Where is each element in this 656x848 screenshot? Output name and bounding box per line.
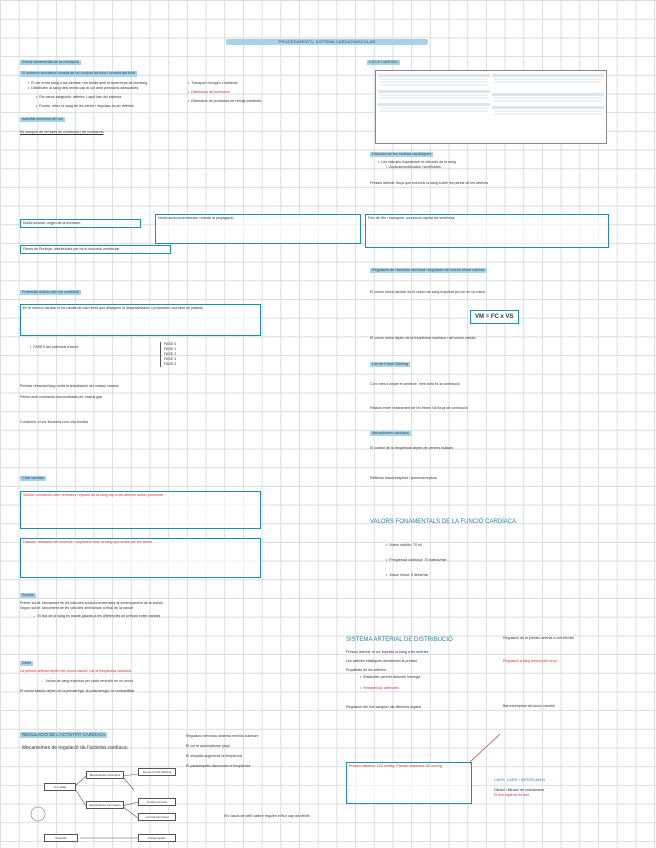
bullet-a-1: • Distribueix la sang dels teixits cap al cor amb pressions adequades	[28, 86, 180, 91]
formula-box: VM = FC x VS	[470, 310, 519, 324]
box-right-text: Pressió arterial: força que exerceix la sang sobre les parets de les artèries	[370, 181, 489, 185]
bullet-b-1: • Distribució de hormones	[188, 90, 330, 95]
bullet-a-3: • Funció: rebre la sang de les venes i impulsar-la per artèries	[36, 104, 180, 109]
p-llei: Com més s'omple el ventricle, més forta és la contracció	[370, 382, 460, 386]
valvules-section: Vàlvules de les cavitats cardíaques • Les vàlvules impedeixen el retrocés de la sang • Auriculoventriculars i semilunars	[370, 152, 630, 170]
p-formula2: El volum minut depèn de la freqüència cardíaca i del volum sistòlic	[370, 336, 476, 340]
bullet-b-2: • Eliminació de productes de rebuig metabòlic	[188, 99, 330, 104]
fase-4: FASE 4	[164, 362, 177, 367]
diag-parasimpatic: Parasimpàtic	[138, 834, 176, 842]
heading-debit: Dèbit	[22, 661, 31, 665]
regulacio-text: Regulació nerviosa: sistema nerviós autònom El cor té automatisme propi El simpàtic augmenta la freqüència El parasimpàtic disminueix la freqüència	[186, 734, 259, 769]
box-sistole: Sístole: contracció dels ventricles i ejecció de la sang cap a les artèries aorta i pulmonar	[20, 491, 261, 529]
heading-activitat: Activitat elèctrica del cor	[22, 116, 63, 121]
valor-0: • Volum sistòlic: 70 ml	[386, 543, 628, 548]
box-pressio: Pressió sistòlica: 120 mmHg. Pressió diastòlica: 80 mmHg	[346, 762, 472, 804]
heading-cicle-img: CICLE CARDÍAC	[369, 60, 399, 64]
footer-text: Els vasos de petit calibre regulen el flux cap als teixits	[224, 814, 310, 818]
heading-capil: CAPIL·LARS I INTERCANVI	[494, 777, 545, 782]
box-nodul-av: Nòdul auriculoventricular: retarda la propagació	[155, 214, 361, 244]
soroll-section: Sorolls Primer soroll: tancament de les vàlvules auriculoventriculars al començament de la sístole Segon soroll: tancament de les vàlvules semilunars al final de la sístole → El flux de la sang es manté gràcies a les diferències de pressió entre cavitats	[20, 593, 340, 619]
box-potencial: En el múscul cardíac hi ha canals de calci lents que allarguen la despolarització i produeixen una fase de plateau	[20, 304, 261, 336]
heading-cor: El sistema circulatori consta de un conjunt de tubs i bomba del fluid	[22, 71, 136, 76]
fase-0: FASE 0	[164, 342, 177, 346]
heading-regulacio-arterial: Regulació de l'activitat nerviosa i regulació del volum minut cardíac	[372, 268, 485, 272]
p-activitat: Es compon de cèl·lules de conducció i de contracció	[20, 130, 104, 135]
diag-frank-starling: Llei de Frank-Starling	[138, 768, 176, 776]
box-nodul-sinusal: Nòdul sinusal: origen de la excitació	[20, 219, 141, 228]
box-diastole: Diàstole: relaxació del ventricle i ompliment amb la sang que arriba per les venes	[20, 538, 261, 578]
fase-1: FASE 1	[164, 347, 177, 352]
diag-nervios: Control nerviós	[138, 798, 176, 806]
p-mecanismes: El control de la freqüència depèn de centres bulbars	[370, 446, 454, 450]
fase-lead: • FASES del potencial d'acció:	[22, 345, 162, 350]
capil-text: Difusió i filtració de substàncies El flux capil·lar és lent	[494, 788, 545, 798]
heading-cicle: Cicle cardíac	[22, 476, 44, 480]
debit-section: Dèbit La pressió arterial depèn del volum sistòlic i de la freqüència cardíaca → Volum de sang expulsat per cada ventricle en un minut El volum sistòlic depèn de la precàrrega, la postcàrrega i la contractilitat	[20, 661, 340, 694]
box-his: Feix de His i branques: conducció ràpida als ventricles	[365, 214, 609, 248]
heading-sistema: SISTEMA ARTERIAL DE DISTRIBUCIÓ	[346, 637, 453, 643]
diag-simpatic: Simpàtic	[44, 834, 78, 842]
p-mecanismes2: Reflexos barorreceptors i quimioreceptors	[370, 476, 437, 480]
bullet-b-0: • Transport d'oxigen i nutrients	[188, 81, 330, 86]
valor-1: • Freqüència cardíaca: 70 batecs/min	[386, 558, 628, 563]
diag-intrinsecs: Mecanismes intrínsecs	[86, 771, 124, 779]
heading-mecanismes-cardio: Mecanismes cardíacs	[372, 431, 409, 435]
valor-2: • Volum minut: 5 litres/min	[386, 573, 628, 578]
heading-valvules: Vàlvules de les cavitats cardíaques	[372, 152, 432, 156]
heading-mecanismes: Mecanismes de regulació de l'activitat cardíaca:	[22, 745, 129, 751]
heading-regulacio: REGULACIÓ DE L'ACTIVITAT CARDÍACA	[22, 732, 106, 737]
heading-capil-wrap	[494, 777, 545, 783]
p-formula: El volum minut cardíac és el volum de sang expulsat pel cor en un minut	[370, 290, 486, 294]
sistema-text: Pressió arterial: el cor impulsa la sang a les artèries Les artèries elàstiques amorteixen la pressió Propietats de les artèries: • Elasticitat: permet absorbir l'energia • Resistència: arterioles Regulació del flux sanguini als diferents òrgans	[346, 650, 486, 710]
heading-soroll: Sorolls	[22, 593, 34, 597]
lateral-text: Regulació de la pressió arterial a curt termini Regulació a llarg termini pel ronyó Barorreceptors del sinus carotidi	[503, 636, 575, 709]
diag-hormonal: Control hormonal	[138, 813, 176, 821]
diag-extrinsecs: Mecanismes extrínsecs	[86, 801, 124, 809]
page-title: PROCEDIMENTS, SISTEMA CARDIOVASCULAR	[226, 39, 428, 45]
refractari-text: Periode refractari llarg: evita la tetanització del múscul cardíac Fibres amb contracció sincronitzada per unions gap Conclusió: el cor funciona com una bomba	[20, 384, 119, 425]
diag-cor: Cor aïllat	[44, 783, 76, 791]
heading-llei: Llei de Frank-Starling	[372, 362, 409, 366]
bullet-a-0: • El cor envia sang a les cavitats i els teixits amb la seva força de bombeig	[28, 81, 180, 86]
box-purkinje: Fibres de Purkinje: distribuïdes per tot el miocardi ventricular	[20, 245, 171, 254]
heading-valors: VALORS FONAMENTALS DE LA FUNCIÓ CARDÍACA	[370, 519, 517, 525]
heading-principals: Efecte fonamental de la circulació	[22, 60, 79, 64]
bullet-a-2: • Els vasos sanguinis: artèries i capil·lars del sistema	[36, 95, 180, 100]
p-llei2: Relació entre l'estirament de les fibres i la força de contracció	[370, 406, 468, 410]
heading-potencial: Potencial d'acció del cor contràctil	[22, 290, 80, 294]
fase-2: FASE 2	[164, 352, 177, 357]
fase-3: FASE 3	[164, 357, 177, 362]
